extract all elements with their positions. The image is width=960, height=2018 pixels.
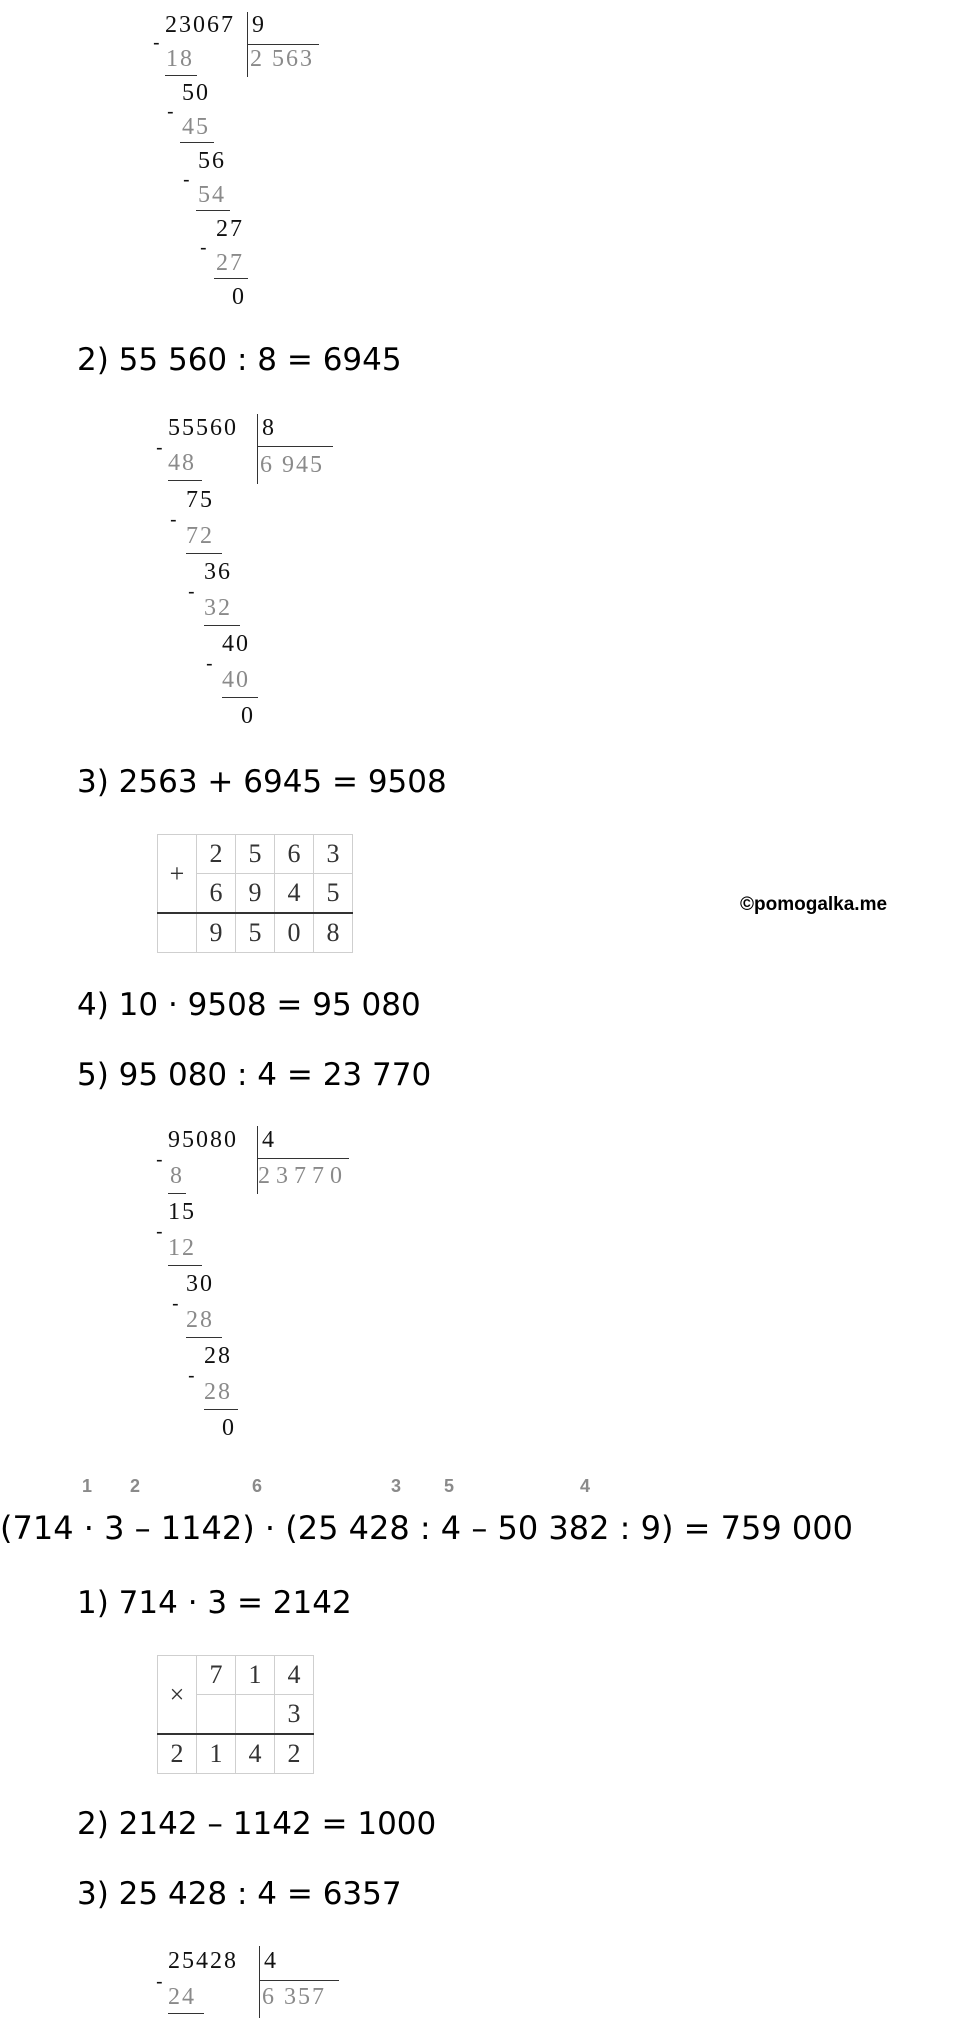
minus-sign: - (156, 437, 163, 459)
remainder: 27 (216, 216, 244, 242)
order-mark: 4 (580, 1476, 591, 1496)
digit-cell: 1 (236, 1656, 275, 1695)
rule (168, 1193, 186, 1194)
digit-cell (236, 1695, 275, 1735)
rule (168, 480, 202, 481)
remainder: 0 (232, 284, 246, 310)
quotient-line (257, 1158, 349, 1159)
subtrahend: 27 (216, 250, 244, 276)
result-cell: 2 (275, 1734, 314, 1774)
minus-sign: - (170, 509, 177, 531)
quotient: 2 563 (250, 46, 314, 72)
subtrahend: 54 (198, 182, 226, 208)
subtrahend: 12 (168, 1235, 196, 1261)
digit-cell: 9 (236, 874, 275, 914)
digit-cell: 5 (314, 874, 353, 914)
rule (214, 278, 248, 279)
result-cell: 9 (197, 913, 236, 953)
result-cell: 0 (275, 913, 314, 953)
expression: (714 · 3 – 1142) · (25 428 : 4 – 50 382 : 9) = 759 000 (0, 1509, 853, 1547)
order-mark: 1 (82, 1476, 93, 1496)
subtrahend: 18 (166, 46, 194, 72)
remainder: 30 (186, 1271, 214, 1297)
remainder: 50 (182, 80, 210, 106)
rule (186, 1337, 222, 1338)
dividend: 55560 (168, 415, 238, 441)
result-cell: 2 (158, 1734, 197, 1774)
minus-sign: - (172, 1293, 179, 1315)
subtrahend: 40 (222, 667, 250, 693)
step-3-heading: 3) 2563 + 6945 = 9508 (77, 764, 447, 800)
digit-cell: 6 (197, 874, 236, 914)
digit-cell: 7 (197, 1656, 236, 1695)
order-mark: 2 (130, 1476, 141, 1496)
sub-step-1-heading: 1) 714 · 3 = 2142 (77, 1585, 352, 1621)
digit-cell: 6 (275, 835, 314, 874)
divisor: 4 (264, 1948, 278, 1974)
quotient: 2 3 7 7 0 (258, 1163, 342, 1189)
order-mark: 3 (391, 1476, 402, 1496)
digit-cell: 2 (197, 835, 236, 874)
division-bar (257, 414, 258, 484)
subtrahend: 24 (168, 1984, 196, 2010)
result-cell: 5 (236, 913, 275, 953)
sub-step-2-heading: 2) 2142 – 1142 = 1000 (77, 1806, 437, 1842)
remainder: 75 (186, 487, 214, 513)
quotient-line (257, 446, 333, 447)
remainder: 28 (204, 1343, 232, 1369)
order-mark: 5 (444, 1476, 455, 1496)
subtrahend: 32 (204, 595, 232, 621)
subtrahend: 8 (170, 1163, 184, 1189)
rule (196, 210, 230, 211)
column-multiplication (157, 1655, 314, 1774)
quotient: 6 357 (262, 1984, 326, 2010)
digit-cell: 4 (275, 1656, 314, 1695)
rule (168, 2013, 204, 2014)
sub-step-3-heading: 3) 25 428 : 4 = 6357 (77, 1876, 402, 1912)
dividend: 95080 (168, 1127, 238, 1153)
divisor: 8 (262, 415, 276, 441)
times-operator: × (158, 1656, 197, 1735)
minus-sign: - (206, 653, 213, 675)
remainder: 36 (204, 559, 232, 585)
quotient-line (259, 1980, 339, 1981)
empty-cell (158, 913, 197, 953)
subtrahend: 48 (168, 450, 196, 476)
quotient: 6 945 (260, 452, 324, 478)
order-mark: 6 (252, 1476, 263, 1496)
step-4-heading: 4) 10 · 9508 = 95 080 (77, 987, 421, 1023)
division-bar (259, 1946, 260, 2018)
dividend: 23067 (165, 12, 235, 38)
digit-cell: 5 (236, 835, 275, 874)
rule (204, 1409, 238, 1410)
digit-cell: 3 (275, 1695, 314, 1735)
result-cell: 8 (314, 913, 353, 953)
rule (204, 625, 240, 626)
step-5-heading: 5) 95 080 : 4 = 23 770 (77, 1057, 432, 1093)
rule (222, 697, 258, 698)
dividend: 25428 (168, 1948, 238, 1974)
minus-sign: - (153, 32, 160, 54)
rule (186, 553, 222, 554)
remainder: 0 (241, 703, 255, 729)
rule (165, 75, 197, 76)
minus-sign: - (156, 1971, 163, 1993)
divisor: 9 (252, 12, 266, 38)
minus-sign: - (167, 101, 174, 123)
subtrahend: 72 (186, 523, 214, 549)
watermark: ©pomogalka.me (740, 894, 888, 915)
subtrahend: 28 (204, 1379, 232, 1405)
minus-sign: - (183, 169, 190, 191)
plus-operator: + (158, 835, 197, 914)
divisor: 4 (262, 1127, 276, 1153)
minus-sign: - (188, 581, 195, 603)
digit-cell: 4 (275, 874, 314, 914)
result-cell: 1 (197, 1734, 236, 1774)
minus-sign: - (156, 1149, 163, 1171)
rule (168, 1265, 202, 1266)
step-2-heading: 2) 55 560 : 8 = 6945 (77, 342, 402, 378)
remainder: 15 (168, 1199, 196, 1225)
minus-sign: - (200, 237, 207, 259)
minus-sign: - (156, 1221, 163, 1243)
digit-cell (197, 1695, 236, 1735)
column-addition (157, 834, 353, 953)
digit-cell: 3 (314, 835, 353, 874)
subtrahend: 28 (186, 1307, 214, 1333)
rule (180, 142, 214, 143)
remainder: 56 (198, 148, 226, 174)
subtrahend: 45 (182, 114, 210, 140)
minus-sign: - (188, 1365, 195, 1387)
result-cell: 4 (236, 1734, 275, 1774)
remainder: 0 (222, 1415, 236, 1441)
remainder: 40 (222, 631, 250, 657)
